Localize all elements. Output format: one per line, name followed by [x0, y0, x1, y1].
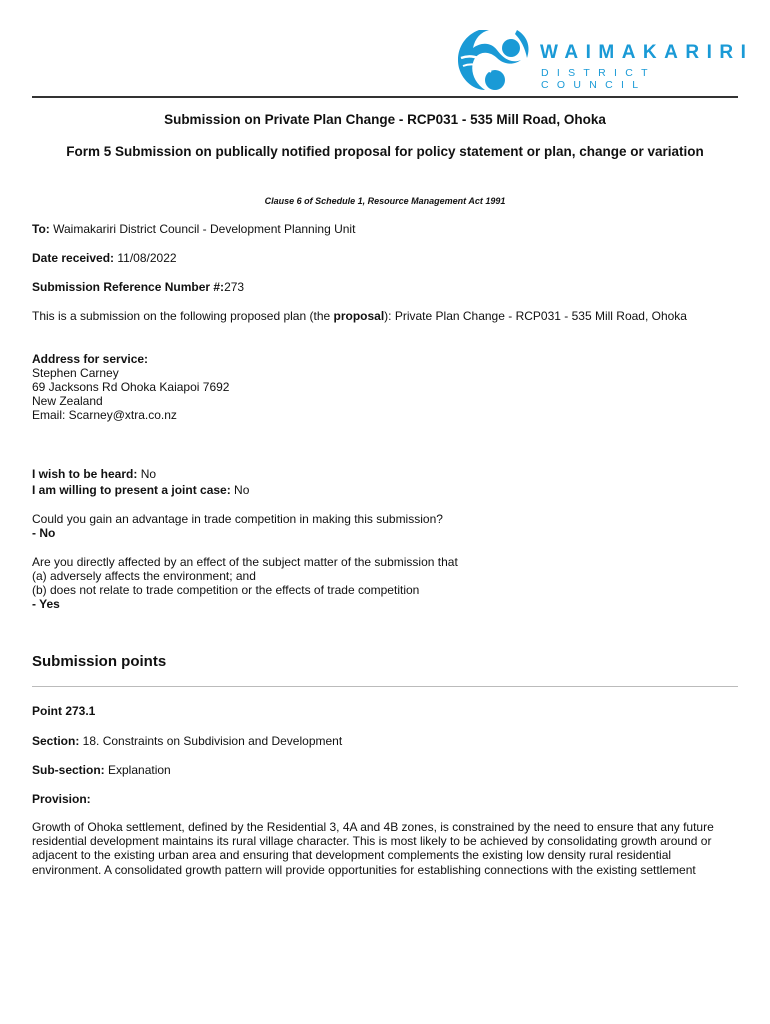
wish-to-be-heard: I wish to be heard: No: [32, 467, 157, 481]
section-divider: [32, 686, 738, 687]
trade-competition: Could you gain an advantage in trade competition in making this submission? - No: [32, 512, 443, 540]
logo-subtitle: DISTRICT COUNCIL: [541, 67, 656, 91]
point-section: Section: 18. Constraints on Subdivision and Development: [32, 734, 343, 748]
submission-points-heading: Submission points: [32, 653, 167, 670]
point-subsection: Sub-section: Explanation: [32, 763, 171, 777]
form-title: Form 5 Submission on publically notified proposal for policy statement or plan, change or variation: [66, 144, 704, 159]
proposal-line: This is a submission on the following proposed plan (the proposal): Private Plan Change - RCP031 - 535 Mill Road, Ohoka: [32, 309, 687, 323]
point-label: Point 273.1: [32, 704, 96, 718]
council-logo-icon: [455, 28, 535, 92]
date-received: Date received: 11/08/2022: [32, 251, 177, 265]
provision-text: Growth of Ohoka settlement, defined by the Residential 3, 4A and 4B zones, is constrained by the need to ensure that any future residential development maintains its rural village character. This is most likely to be achieved by consolidating growth around or adjacent to the existing urban area and ensuring that development complements the existing low density rural residential environment. A consolidated growth pattern will provide opportunities for establishing connections with the existing settlement: [32, 820, 714, 877]
point-provision: Provision:: [32, 792, 91, 806]
to-field: To: Waimakariri District Council - Development Planning Unit: [32, 222, 356, 236]
page-title: Submission on Private Plan Change - RCP031 - 535 Mill Road, Ohoka: [164, 112, 606, 127]
address-block: Address for service: Stephen Carney 69 Jacksons Rd Ohoka Kaiapoi 7692 New Zealand Email: Scarney@xtra.co.nz: [32, 352, 230, 422]
logo-name: WAIMAKARIRI: [540, 42, 754, 63]
joint-case: I am willing to present a joint case: No: [32, 483, 250, 497]
header-divider: [32, 96, 738, 98]
submission-reference: Submission Reference Number #:273: [32, 280, 245, 294]
directly-affected: Are you directly affected by an effect of the subject matter of the submission that (a) adversely affects the environment; and (b) does not relate to trade competition or the effects of trade competition - Yes: [32, 555, 458, 611]
clause-reference: Clause 6 of Schedule 1, Resource Management Act 1991: [264, 196, 506, 206]
